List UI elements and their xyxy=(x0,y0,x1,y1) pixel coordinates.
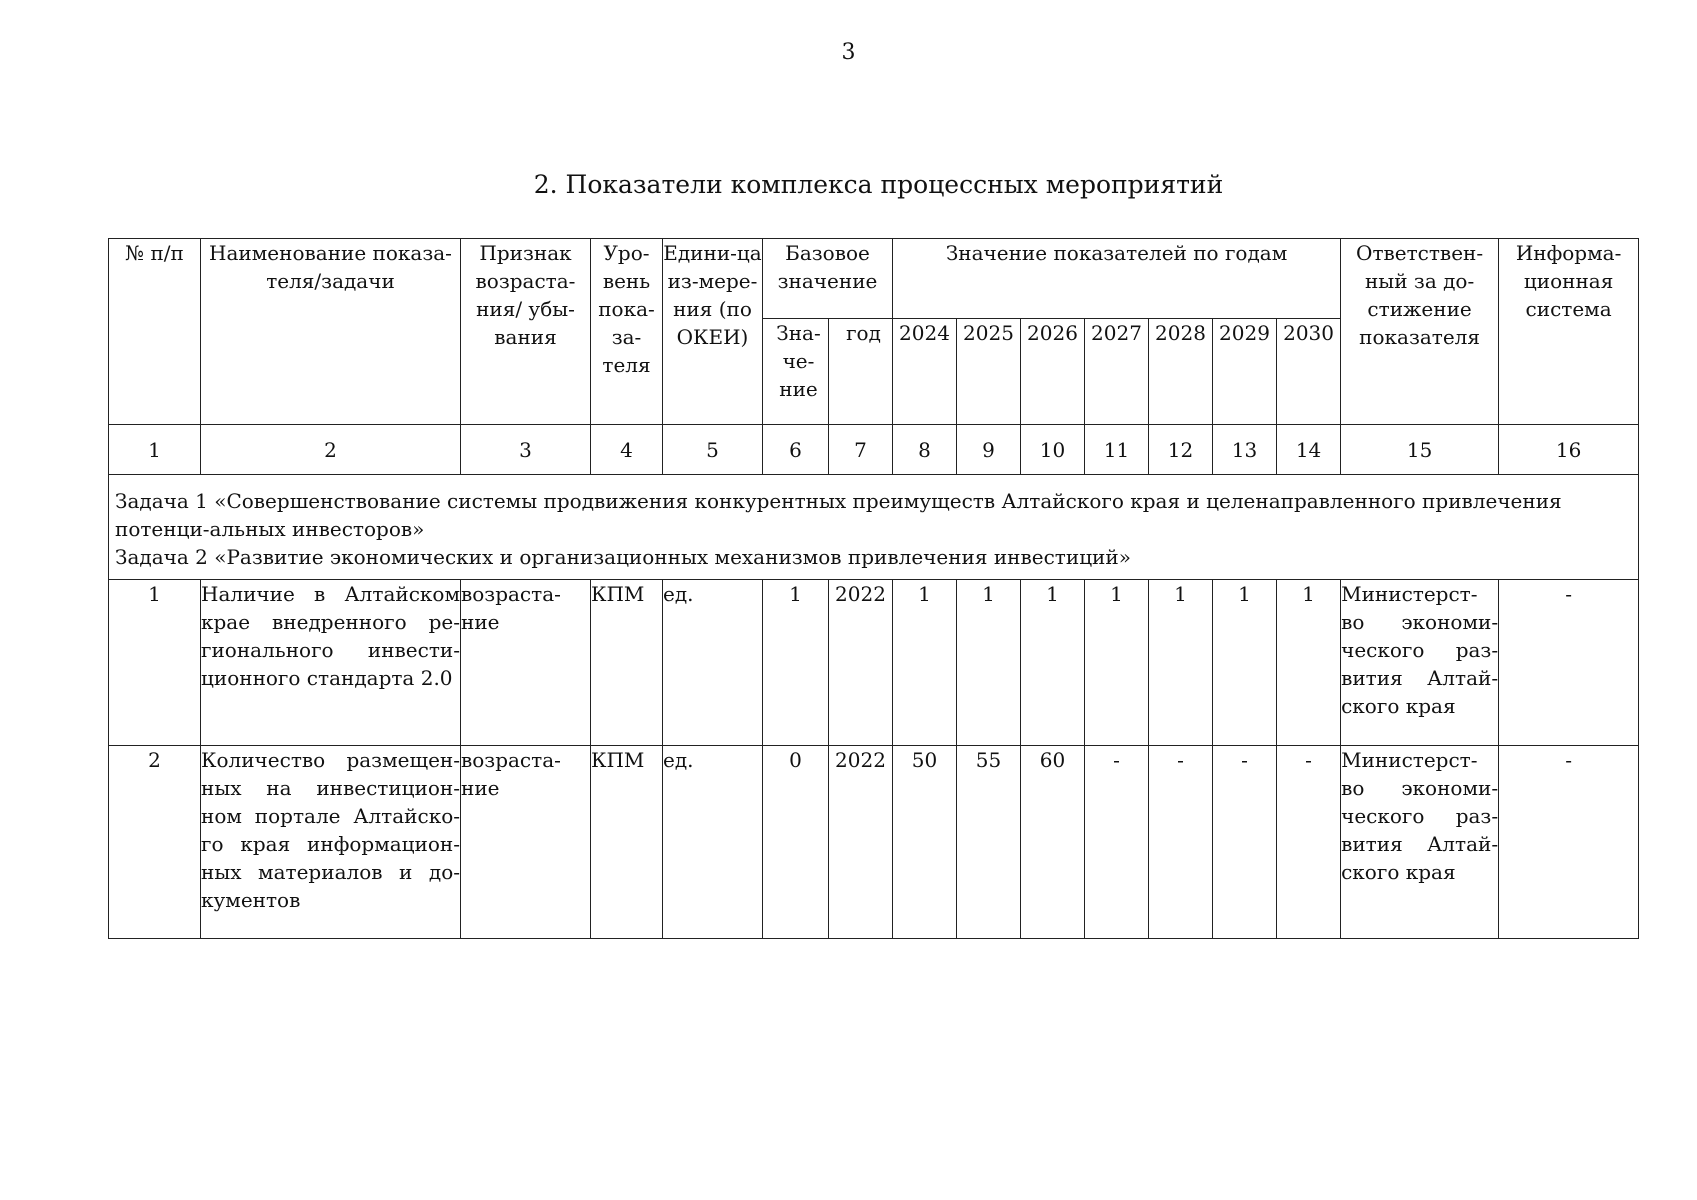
row-info: - xyxy=(1499,746,1639,939)
column-number: 9 xyxy=(957,425,1021,475)
column-number: 16 xyxy=(1499,425,1639,475)
header-years: Значение показателей по годам xyxy=(893,239,1341,319)
row-num: 2 xyxy=(109,746,201,939)
row-name: Количество размещен-ных на инвестицион-ном портале Алтайско-го края информацион-ных материалов и до-кументов xyxy=(201,746,461,939)
column-number: 11 xyxy=(1085,425,1149,475)
column-number: 3 xyxy=(461,425,591,475)
row-value-2025: 1 xyxy=(957,580,1021,746)
column-number: 8 xyxy=(893,425,957,475)
header-year-2024: 2024 xyxy=(893,319,957,425)
indicators-table xyxy=(108,238,1639,939)
header-sign: Признак возраста-ния/ убы-вания xyxy=(461,239,591,425)
header-year-2025: 2025 xyxy=(957,319,1021,425)
column-number: 5 xyxy=(663,425,763,475)
row-value-2028: 1 xyxy=(1149,580,1213,746)
task-cell xyxy=(109,475,1639,580)
row-num: 1 xyxy=(109,580,201,746)
column-number: 4 xyxy=(591,425,663,475)
page-number: 3 xyxy=(841,40,856,65)
row-value-2029: 1 xyxy=(1213,580,1277,746)
row-sign: возраста-ние xyxy=(461,746,591,939)
row-value-2024: 1 xyxy=(893,580,957,746)
header-responsible: Ответствен-ный за до-стижение показателя xyxy=(1341,239,1499,425)
row-base-year: 2022 xyxy=(829,580,893,746)
row-value-2026: 60 xyxy=(1021,746,1085,939)
header-num: № п/п xyxy=(109,239,201,425)
header-year-2028: 2028 xyxy=(1149,319,1213,425)
column-number: 13 xyxy=(1213,425,1277,475)
row-value-2030: 1 xyxy=(1277,580,1341,746)
row-level: КПМ xyxy=(591,580,663,746)
row-value-2030: - xyxy=(1277,746,1341,939)
column-number: 15 xyxy=(1341,425,1499,475)
row-base-value: 1 xyxy=(763,580,829,746)
header-year-2029: 2029 xyxy=(1213,319,1277,425)
header-base-year: год xyxy=(829,319,893,425)
header-base: Базовое значение xyxy=(763,239,893,319)
header-info: Информа-ционная система xyxy=(1499,239,1639,425)
row-responsible: Министерст-во экономи-ческого раз-вития Алтай-ского края xyxy=(1341,580,1499,746)
row-unit: ед. xyxy=(663,746,763,939)
section-title: 2. Показатели комплекса процессных мероприятий xyxy=(533,170,1224,199)
row-value-2025: 55 xyxy=(957,746,1021,939)
header-year-2027: 2027 xyxy=(1085,319,1149,425)
row-value-2024: 50 xyxy=(893,746,957,939)
header-name: Наименование показа-теля/задачи xyxy=(201,239,461,425)
header-year-2026: 2026 xyxy=(1021,319,1085,425)
task-1-text: Задача 1 «Совершенствование системы продвижения конкурентных преимуществ Алтайского края и целенаправленного привлечения потенци-альных инвесторов» xyxy=(115,489,1562,541)
row-sign: возраста-ние xyxy=(461,580,591,746)
column-number: 14 xyxy=(1277,425,1341,475)
task-row xyxy=(109,475,1639,580)
column-number: 6 xyxy=(763,425,829,475)
row-value-2029: - xyxy=(1213,746,1277,939)
header-level: Уро-вень пока-за-теля xyxy=(591,239,663,425)
column-number: 10 xyxy=(1021,425,1085,475)
row-value-2027: 1 xyxy=(1085,580,1149,746)
row-name: Наличие в Алтайском крае внедренного ре-гионального инвести-ционного стандарта 2.0 xyxy=(201,580,461,746)
row-base-value: 0 xyxy=(763,746,829,939)
header-base-value: Зна-че-ние xyxy=(763,319,829,425)
row-info: - xyxy=(1499,580,1639,746)
column-number: 1 xyxy=(109,425,201,475)
row-level: КПМ xyxy=(591,746,663,939)
column-number: 12 xyxy=(1149,425,1213,475)
row-unit: ед. xyxy=(663,580,763,746)
column-number: 2 xyxy=(201,425,461,475)
table-row xyxy=(109,746,1639,939)
row-value-2028: - xyxy=(1149,746,1213,939)
table-row xyxy=(109,580,1639,746)
row-base-year: 2022 xyxy=(829,746,893,939)
task-2-text: Задача 2 «Развитие экономических и организационных механизмов привлечения инвестиций» xyxy=(115,545,1131,569)
column-number: 7 xyxy=(829,425,893,475)
row-responsible: Министерст-во экономи-ческого раз-вития Алтай-ского края xyxy=(1341,746,1499,939)
column-number-row xyxy=(109,425,1639,475)
row-value-2026: 1 xyxy=(1021,580,1085,746)
header-unit: Едини-ца из-мере-ния (по ОКЕИ) xyxy=(663,239,763,425)
row-value-2027: - xyxy=(1085,746,1149,939)
header-year-2030: 2030 xyxy=(1277,319,1341,425)
